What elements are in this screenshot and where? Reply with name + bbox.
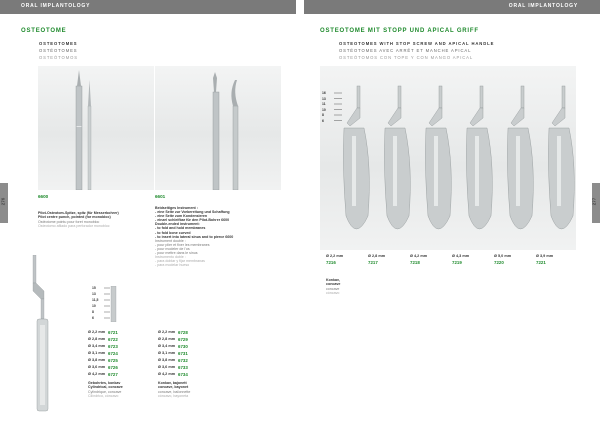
depth-mark: 6: [322, 118, 324, 123]
depth-mark: 6: [92, 316, 94, 320]
note-line: concave: [326, 286, 340, 291]
double-ended-instrument-image: [155, 66, 281, 190]
depth-mark: 8: [92, 310, 94, 314]
order-code: 7221: [536, 260, 546, 265]
depth-mark: 10: [322, 107, 326, 112]
note-line: concave, bayonet: [158, 385, 189, 390]
article-number-6601: 6601: [155, 194, 166, 199]
order-code: 6726: [108, 364, 118, 370]
right-page-number: 277: [591, 197, 597, 206]
note-line: cóncavo, bayoneta: [158, 394, 189, 399]
right-section-title: OSTEOTOME MIT STOPP UND APICAL GRIFF: [320, 28, 479, 34]
size-label: Ø 3,8 mm: [158, 358, 176, 362]
size-label: Ø 2,2 mm: [88, 330, 106, 334]
product-description-6600: [38, 211, 119, 229]
order-code: 6728: [178, 329, 188, 335]
right-header-title: ORAL IMPLANTOLOGY: [508, 3, 578, 9]
bayonet-osteotome-image: [20, 255, 60, 415]
order-code: 6734: [178, 371, 188, 377]
note-line: Cylindrical, concave: [88, 385, 123, 390]
order-code: 6727: [108, 371, 118, 377]
desc-line: - pour plier et fixer les membranes: [155, 242, 210, 247]
product-photo-6600: [38, 66, 154, 190]
left-name-es: OSTEÓTOMOS: [39, 55, 78, 60]
note-line: Konkav,: [326, 278, 340, 282]
order-code: 6733: [178, 364, 188, 370]
order-code: 6721: [108, 329, 118, 335]
depth-mark: 13: [322, 96, 326, 101]
depth-mark: 8: [322, 113, 324, 117]
order-code: 6729: [178, 336, 188, 342]
depth-mark: 15: [92, 286, 96, 290]
note-line: Konkav, bajonett: [158, 381, 187, 385]
size-label: Ø 3,1 mm: [88, 351, 106, 355]
size-label: Ø 2,8 mm: [88, 337, 106, 341]
desc-line: Ostéotome pointu pour foret monobloc: [38, 219, 100, 224]
right-name-es: OSTEÓTOMOS CON TOPE Y CON MANGO APICAL: [339, 55, 474, 60]
left-section-title: OSTEOTOME: [21, 28, 67, 34]
size-label: Ø 3,4 mm: [158, 344, 176, 348]
order-code: 7216: [326, 260, 336, 265]
desc-line: - to fold and hold membranes: [155, 226, 206, 231]
size-label: Ø 4,2 mm: [158, 372, 176, 376]
desc-line: Instrument double :: [155, 238, 186, 243]
right-note: [326, 278, 340, 296]
order-code: 6725: [108, 357, 118, 363]
right-name-de: OSTEOTOMES WITH STOP SCREW AND APICAL HANDLE: [339, 41, 495, 46]
depth-mark: 11,5: [92, 298, 99, 302]
left-name-de: OSTEOTOMES: [39, 41, 78, 46]
desc-line: - to insert into lateral sinus and to pierce 6600: [155, 234, 234, 239]
note-line: Gebohrtes, konkav: [88, 381, 121, 385]
desc-line: Osteotomo afilado para perforador monobloc: [38, 224, 110, 229]
left-header-title: ORAL IMPLANTOLOGY: [21, 3, 91, 9]
size-label: Ø 3,9 mm: [536, 254, 554, 258]
desc-line: - pour mettre dans le sinus: [155, 251, 198, 256]
order-code: 6724: [108, 350, 118, 356]
desc-line: - para doblar y fijar membranas: [155, 259, 205, 264]
size-label: Ø 2,2 mm: [326, 254, 344, 258]
order-code: 7217: [368, 260, 378, 265]
order-code: 6732: [178, 357, 188, 363]
product-photo-osteotomes-with-stop: [320, 66, 576, 250]
pilot-osteotome-image: [38, 66, 154, 190]
note-line: concave, baïonnette: [158, 389, 191, 394]
depth-ruler-icon: [104, 286, 124, 322]
left-page-number: 276: [0, 197, 6, 206]
depth-mark: 16: [322, 91, 326, 95]
depth-mark: 10: [92, 304, 96, 308]
desc-line: - pour modeler de l'os: [155, 246, 190, 251]
right-header-bar: [304, 0, 600, 14]
desc-line: Double-ended instrument:: [155, 222, 200, 227]
order-code: 7220: [494, 260, 504, 265]
size-label: Ø 4,2 mm: [88, 372, 106, 376]
left-header-bar: [0, 0, 296, 14]
right-name-fr: OSTÉOTOMES AVEC ARRÊT ET MANCHE APICAL: [339, 48, 472, 53]
size-label: Ø 3,4 mm: [88, 344, 106, 348]
size-table-note: [158, 381, 190, 399]
desc-line: - eine Seite zum Kondensieren: [155, 214, 208, 219]
instrument-code-row: [326, 254, 588, 274]
product-photo-6601: [155, 66, 281, 190]
size-label: Ø 5,0 mm: [494, 254, 512, 258]
order-code: 6722: [108, 336, 118, 342]
note-line: concave: [326, 282, 341, 287]
depth-scale-right: [322, 91, 344, 125]
size-label: Ø 2,8 mm: [158, 337, 176, 341]
desc-line: Pilot-Osteotom-Spitze, spitz (für Messerbohrer): [38, 211, 119, 215]
size-table-note: [88, 381, 123, 399]
desc-line: - eine Seite zur Vorbereitung und Schaffung: [155, 210, 230, 215]
desc-line: - einzel schleifbar für den Pilot-Bohrer 6600: [155, 218, 230, 223]
depth-mark: 13: [92, 292, 96, 296]
depth-scale-left: [92, 286, 124, 322]
desc-line: - to fold bone curved: [155, 230, 191, 235]
left-name-fr: OSTÉOTOMES: [39, 48, 78, 53]
desc-line: - para modelar hueso: [155, 263, 190, 268]
order-code: 7218: [410, 260, 420, 265]
note-line: cóncavo: [326, 291, 340, 296]
size-label: Ø 2,2 mm: [158, 330, 176, 334]
order-code: 7219: [452, 260, 462, 265]
desc-line: Instrumento doble :: [155, 255, 186, 260]
order-code: 6723: [108, 343, 118, 349]
desc-line: Pilot centre punch, pointed (for monobloc): [38, 215, 111, 220]
size-label: Ø 3,6 mm: [158, 365, 176, 369]
depth-mark: 11: [322, 102, 326, 106]
size-label: Ø 4,3 mm: [452, 254, 470, 258]
size-label: Ø 3,1 mm: [158, 351, 176, 355]
depth-ruler-icon: [334, 91, 344, 125]
size-label: Ø 3,8 mm: [88, 358, 106, 362]
size-label: Ø 4,2 mm: [410, 254, 428, 258]
note-line: Cilíndrico, cóncavo: [88, 394, 119, 399]
note-line: Cylindrique, concave: [88, 389, 122, 394]
size-table-cylindrical: [88, 330, 148, 420]
order-code: 6730: [178, 343, 188, 349]
product-description-6601: [155, 206, 233, 267]
size-table-bayonet: [158, 330, 218, 420]
desc-line: Beidseitiges Instrument :: [155, 206, 198, 210]
size-label: Ø 2,8 mm: [368, 254, 386, 258]
order-code: 6731: [178, 350, 188, 356]
size-label: Ø 3,6 mm: [88, 365, 106, 369]
osteotomes-set-image: [320, 66, 576, 250]
article-number-6600: 6600: [38, 194, 49, 199]
